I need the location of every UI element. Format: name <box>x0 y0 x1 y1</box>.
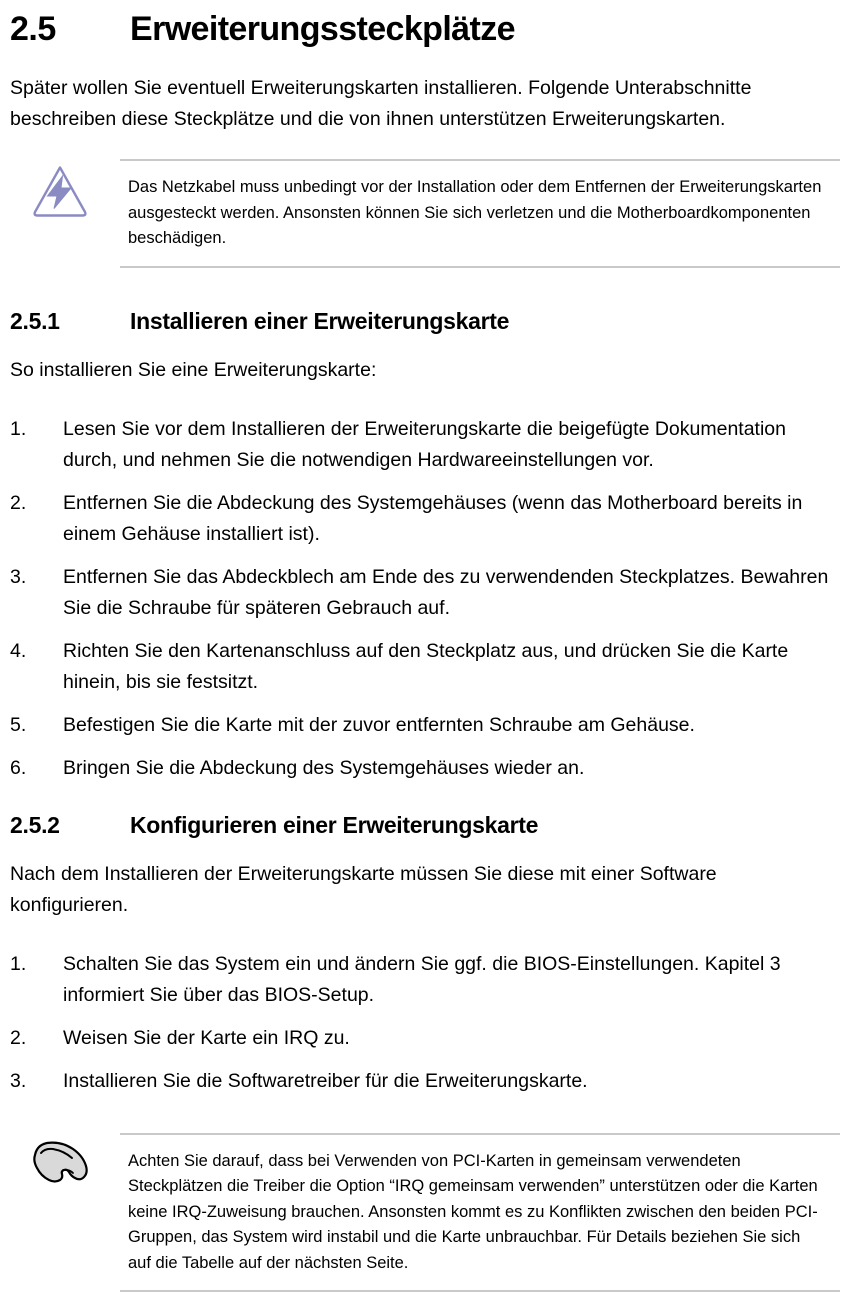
list-item <box>0 636 853 698</box>
list-item <box>0 753 853 784</box>
subsection-2-title: Konfigurieren einer Erweiterungskarte <box>130 812 538 839</box>
list-item-text: Richten Sie den Kartenanschluss auf den Steckplatz aus, und drücken Sie die Karte hinein, bis sie festsitzt. <box>63 636 853 698</box>
list-item <box>0 1066 853 1097</box>
list-item <box>0 414 853 476</box>
subsection-2-heading <box>0 812 853 839</box>
subsection-1-number: 2.5.1 <box>10 308 130 335</box>
sub1-list-gap <box>0 386 853 414</box>
warning-text: Das Netzkabel muss unbedingt vor der Installation oder dem Entfernen der Erweiterungskarten ausgesteckt werden. Ansonsten können Sie sich verletzen und die Motherboardkomponenten beschädigen. <box>128 175 822 252</box>
subsection-1-heading <box>0 308 853 335</box>
list-item-text: Schalten Sie das System ein und ändern Sie ggf. die BIOS-Einstellungen. Kapitel 3 informiert Sie über das BIOS-Setup. <box>63 949 853 1011</box>
list-item <box>0 1023 853 1054</box>
page-title: Erweiterungssteckplätze <box>130 10 515 49</box>
top-spacer <box>0 0 853 10</box>
heading-gap <box>0 49 853 73</box>
warning-box <box>0 159 853 268</box>
list-item-text: Bringen Sie die Abdeckung des Systemgehäuses wieder an. <box>63 753 853 784</box>
intro-paragraph: Später wollen Sie eventuell Erweiterungskarten installieren. Folgende Unterabschnitte beschreiben diese Steckplätze und die von ihnen unterstützen Erweiterungskarten. <box>0 73 853 135</box>
pointing-hand-icon <box>29 1137 91 1193</box>
list-item-number: 2. <box>10 1023 63 1054</box>
warning-triangle-lightning-icon <box>31 163 89 219</box>
subsection-1-title: Installieren einer Erweiterungskarte <box>130 308 509 335</box>
sub2-top-gap <box>0 796 853 812</box>
note-box <box>0 1133 853 1292</box>
list-item <box>0 949 853 1011</box>
note-body <box>120 1133 840 1292</box>
list-item-text: Entfernen Sie die Abdeckung des Systemgehäuses (wenn das Motherboard bereits in einem Gehäuse installiert ist). <box>63 488 853 550</box>
subsection-1-steps <box>0 414 853 784</box>
intro-gap <box>0 135 853 159</box>
list-item-text: Weisen Sie der Karte ein IRQ zu. <box>63 1023 853 1054</box>
list-item-number: 3. <box>10 1066 63 1097</box>
list-item-number: 1. <box>10 414 63 476</box>
warning-gap <box>0 268 853 308</box>
note-icon-slot <box>0 1133 120 1193</box>
list-item-number: 3. <box>10 562 63 624</box>
list-item-number: 5. <box>10 710 63 741</box>
subsection-2-number: 2.5.2 <box>10 812 130 839</box>
section-number: 2.5 <box>10 10 130 49</box>
list-item <box>0 710 853 741</box>
subsection-2-steps <box>0 949 853 1097</box>
subsection-2-lead-in: Nach dem Installieren der Erweiterungskarte müssen Sie diese mit einer Software konfigurieren. <box>0 859 853 921</box>
subsection-1-lead-in: So installieren Sie eine Erweiterungskarte: <box>0 355 853 386</box>
warning-body <box>120 159 840 268</box>
list-item-number: 6. <box>10 753 63 784</box>
list-item-text: Befestigen Sie die Karte mit der zuvor entfernten Schraube am Gehäuse. <box>63 710 853 741</box>
section-heading <box>0 10 853 49</box>
list-item <box>0 562 853 624</box>
sub2-list-gap <box>0 921 853 949</box>
list-item-text: Installieren Sie die Softwaretreiber für die Erweiterungskarte. <box>63 1066 853 1097</box>
note-gap <box>0 1109 853 1133</box>
list-item-number: 1. <box>10 949 63 1011</box>
list-item-text: Entfernen Sie das Abdeckblech am Ende des zu verwendenden Steckplatzes. Bewahren Sie die Schraube für späteren Gebrauch auf. <box>63 562 853 624</box>
sub2-heading-gap <box>0 839 853 859</box>
sub1-heading-gap <box>0 335 853 355</box>
list-item-number: 4. <box>10 636 63 698</box>
list-item-text: Lesen Sie vor dem Installieren der Erweiterungskarte die beigefügte Dokumentation durch, und nehmen Sie die notwendigen Hardwareeinstellungen vor. <box>63 414 853 476</box>
warning-icon-slot <box>0 159 120 219</box>
list-item <box>0 488 853 550</box>
note-text: Achten Sie darauf, dass bei Verwenden von PCI-Karten in gemeinsam verwendeten Steckplätzen die Treiber die Option “IRQ gemeinsam verwenden” unterstützen oder die Karten keine IRQ-Zuweisung brauchen. Ansonsten kommt es zu Konflikten zwischen den beiden PCI-Gruppen, das System wird instabil und die Karte unbrauchbar. Für Details beziehen Sie sich auf die Tabelle auf der nächsten Seite. <box>128 1149 822 1277</box>
list-item-number: 2. <box>10 488 63 550</box>
